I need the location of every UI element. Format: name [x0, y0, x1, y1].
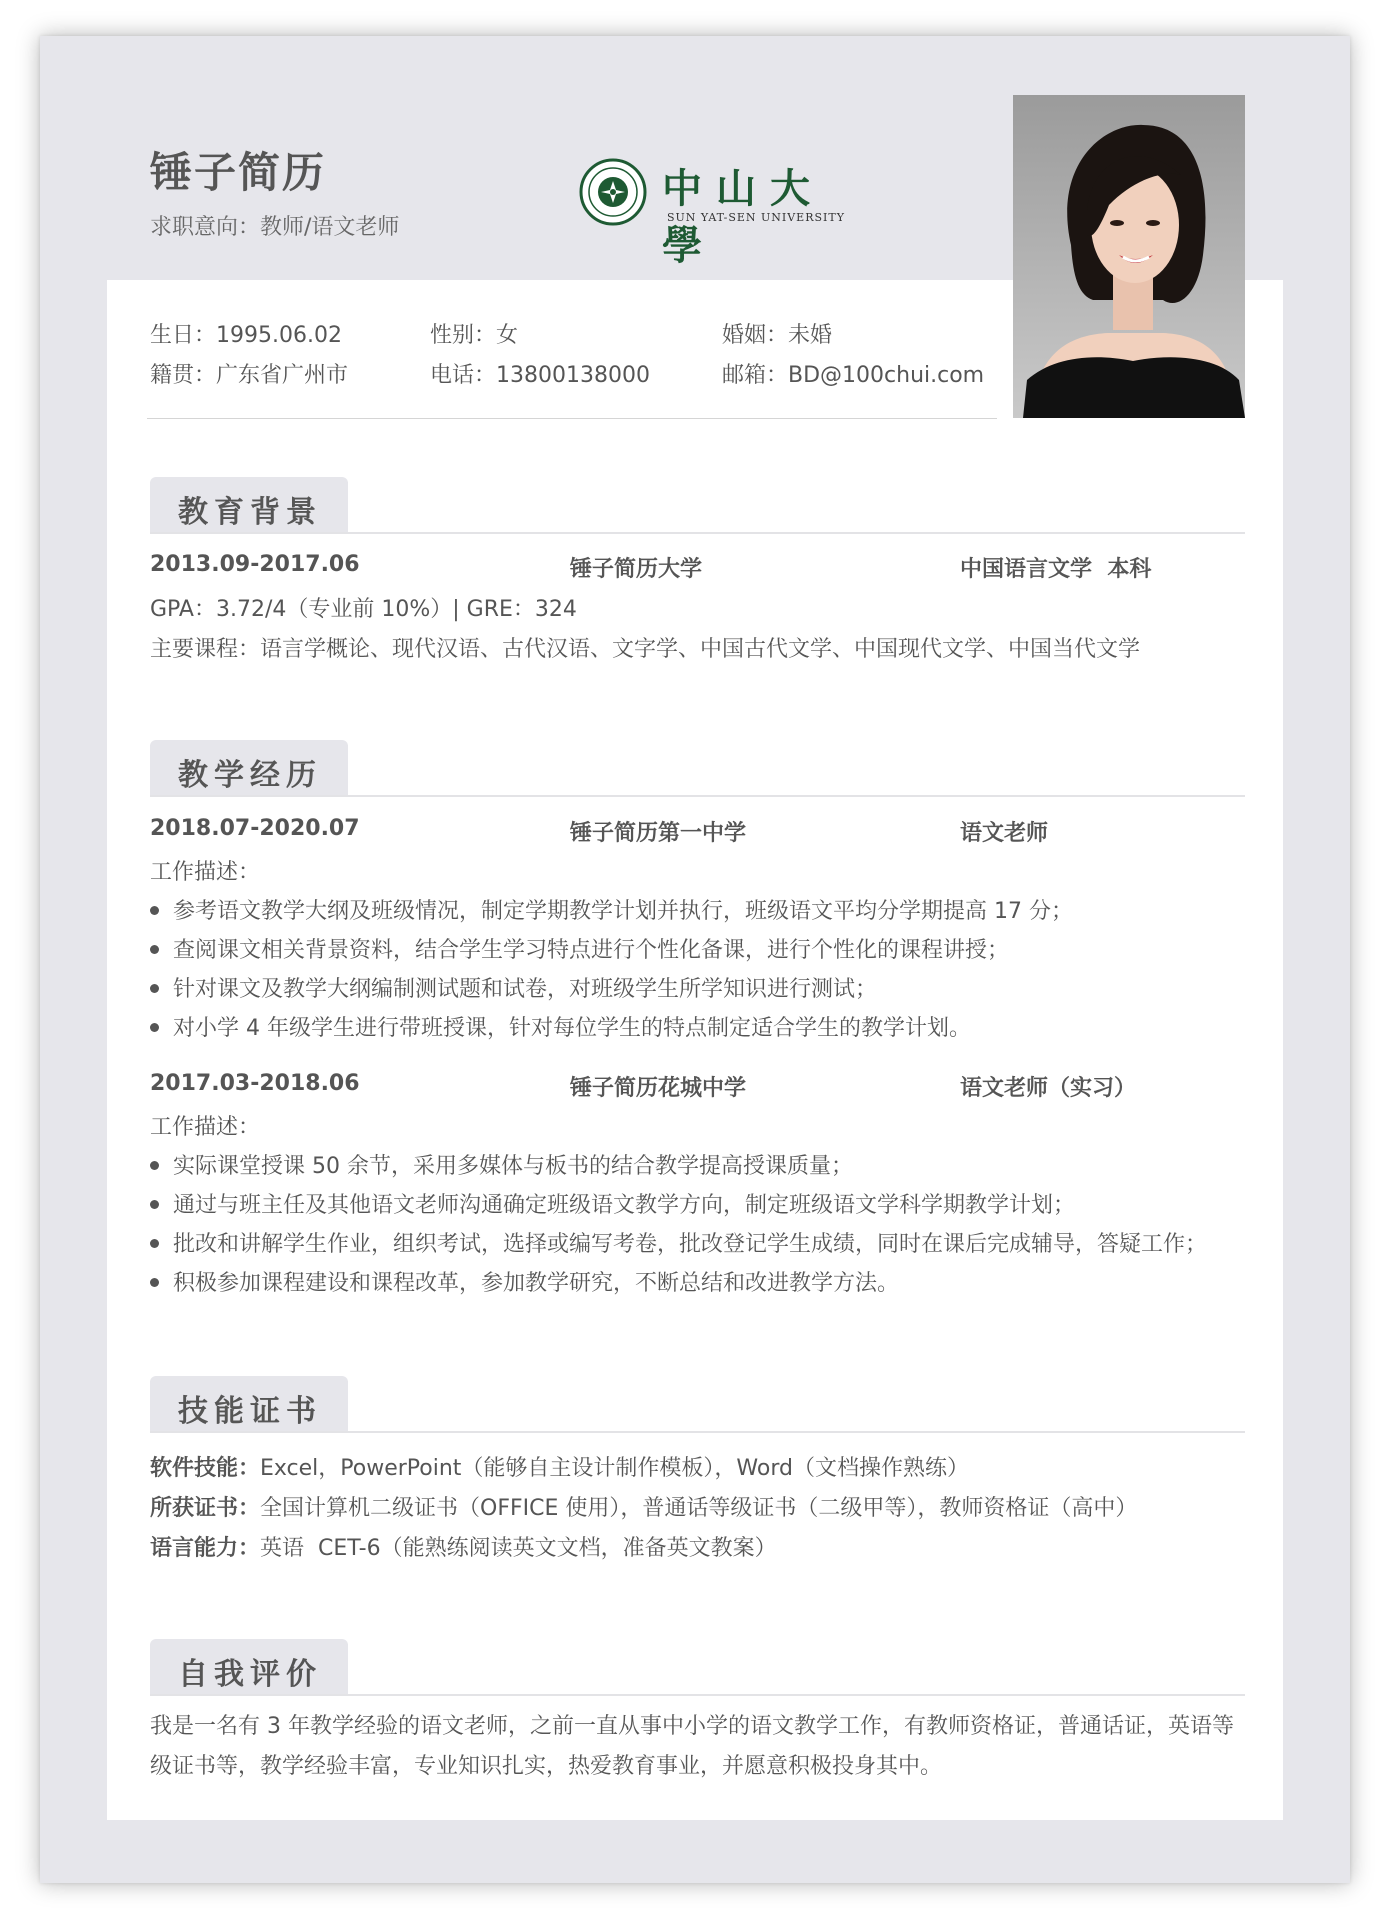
- bullet-dot-icon: [150, 984, 159, 993]
- section-divider: [150, 795, 1245, 797]
- skills-language: 语言能力：英语 CET-6（能熟练阅读英文文档，准备英文教案）: [150, 1536, 777, 1561]
- section-summary-header: [150, 1639, 348, 1696]
- profile-photo: [1013, 95, 1245, 418]
- skills-software: 软件技能：Excel，PowerPoint（能够自主设计制作模板），Word（文档操作熟练）: [150, 1456, 969, 1481]
- section-title: 教学经历: [178, 758, 322, 793]
- info-email[interactable]: 邮箱：BD@100chui.com: [722, 363, 985, 388]
- info-gender: 性别：女: [430, 323, 519, 348]
- portrait-image: [1013, 95, 1245, 418]
- job-desc-label: 工作描述：: [150, 860, 261, 885]
- info-hometown: 籍贯：广东省广州市: [150, 363, 349, 388]
- section-divider: [150, 1694, 1245, 1696]
- bullet-dot-icon: [150, 1239, 159, 1248]
- bullet-dot-icon: [150, 906, 159, 915]
- bullet-dot-icon: [150, 1278, 159, 1287]
- list-item: 实际课堂授课 50 余节，采用多媒体与板书的结合教学提高授课质量；: [150, 1149, 853, 1180]
- list-item: 批改和讲解学生作业，组织考试，选择或编写考卷，批改登记学生成绩，同时在课后完成辅导，答疑工作；: [150, 1227, 1207, 1258]
- info-divider: [147, 418, 997, 419]
- info-phone: 电话：13800138000: [430, 363, 650, 388]
- section-experience-header: [150, 740, 348, 797]
- section-skills-header: [150, 1376, 348, 1433]
- info-birth: 生日：1995.06.02: [150, 323, 342, 348]
- list-item: 通过与班主任及其他语文老师沟通确定班级语文教学方向，制定班级语文学科学期教学计划；: [150, 1188, 1075, 1219]
- job-objective: 求职意向：教师/语文老师: [150, 215, 400, 240]
- section-divider: [150, 1431, 1245, 1433]
- resume-name: 锤子简历: [150, 148, 327, 197]
- job-role: 语文老师（实习）: [960, 1076, 1137, 1101]
- job-desc-label: 工作描述：: [150, 1115, 261, 1140]
- list-item: 积极参加课程建设和课程改革，参加教学研究，不断总结和改进教学方法。: [150, 1266, 899, 1297]
- section-education-header: [150, 477, 348, 534]
- education-major: 中国语言文学 本科: [960, 557, 1152, 582]
- education-gpa: GPA：3.72/4（专业前 10%）| GRE：324: [150, 597, 577, 622]
- job-period: 2018.07-2020.07: [150, 816, 360, 841]
- list-item: 查阅课文相关背景资料，结合学生学习特点进行个性化备课，进行个性化的课程讲授；: [150, 933, 1009, 964]
- job-org: 锤子简历花城中学: [570, 1076, 747, 1101]
- bullet-dot-icon: [150, 1161, 159, 1170]
- self-evaluation-text: 我是一名有 3 年教学经验的语文老师，之前一直从事中小学的语文教学工作，有教师资格证，普通话证，英语等级证书等，教学经验丰富，专业知识扎实，热爱教育事业，并愿意积极投身其中。: [150, 1714, 1234, 1779]
- bullet-dot-icon: [150, 1023, 159, 1032]
- list-item: 对小学 4 年级学生进行带班授课，针对每位学生的特点制定适合学生的教学计划。: [150, 1011, 971, 1042]
- education-courses: 主要课程：语言学概论、现代汉语、古代汉语、文字学、中国古代文学、中国现代文学、中国当代文学: [150, 637, 1141, 662]
- education-period: 2013.09-2017.06: [150, 552, 360, 577]
- university-name-en: SUN YAT-SEN UNIVERSITY: [667, 211, 845, 224]
- university-logo: [578, 155, 848, 269]
- university-seal-icon: [578, 157, 648, 227]
- section-title: 自我评价: [178, 1657, 322, 1692]
- section-divider: [150, 532, 1245, 534]
- bullet-dot-icon: [150, 1200, 159, 1209]
- university-name-cn: 中山大學: [662, 165, 824, 269]
- job-period: 2017.03-2018.06: [150, 1071, 360, 1096]
- education-school: 锤子简历大学: [570, 557, 703, 582]
- section-title: 教育背景: [178, 495, 322, 530]
- skills-certificates: 所获证书：全国计算机二级证书（OFFICE 使用），普通话等级证书（二级甲等），教师资格证（高中）: [150, 1496, 1138, 1521]
- info-marriage: 婚姻：未婚: [722, 323, 833, 348]
- job-org: 锤子简历第一中学: [570, 821, 747, 846]
- list-item: 针对课文及教学大纲编制测试题和试卷，对班级学生所学知识进行测试；: [150, 972, 877, 1003]
- bullet-dot-icon: [150, 945, 159, 954]
- list-item: 参考语文教学大纲及班级情况，制定学期教学计划并执行，班级语文平均分学期提高 17 分；: [150, 894, 1073, 925]
- job-role: 语文老师: [960, 821, 1049, 846]
- section-title: 技能证书: [178, 1394, 322, 1429]
